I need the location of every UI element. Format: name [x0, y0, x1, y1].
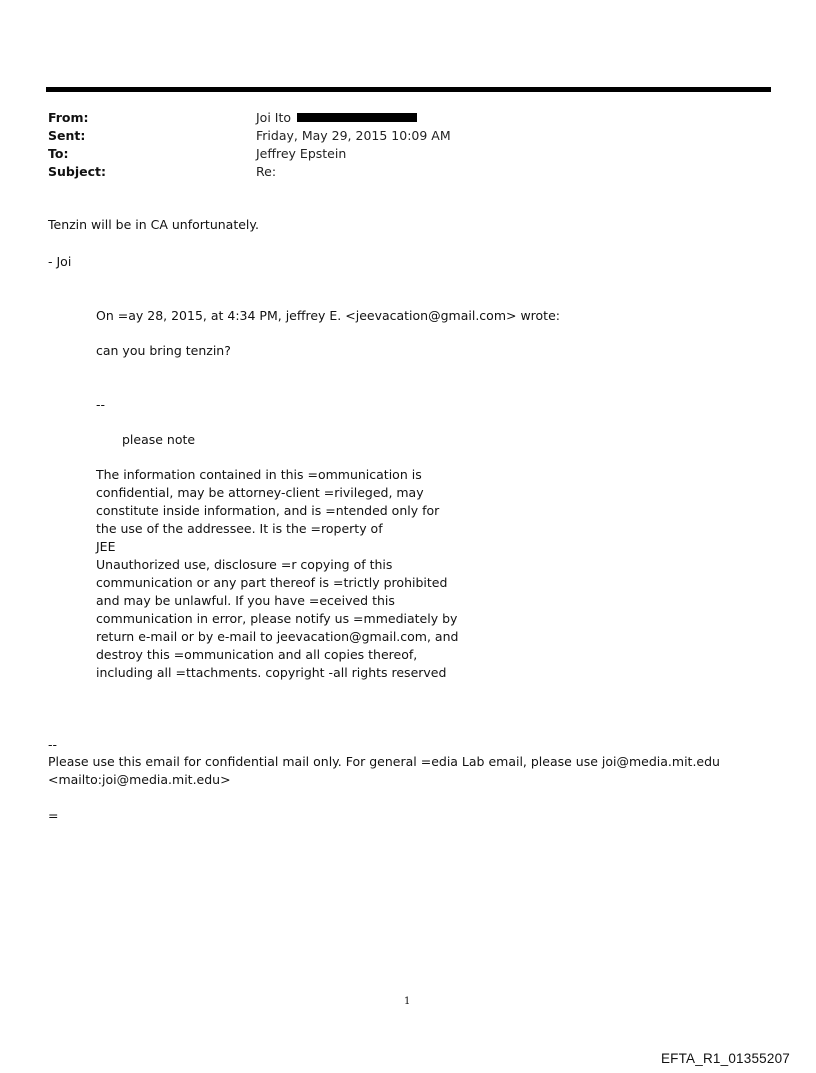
please-note: please note: [122, 432, 196, 447]
trailing-char: =: [48, 808, 59, 823]
signoff: - Joi: [48, 254, 72, 269]
from-label: From:: [48, 110, 89, 125]
disclaimer-line: constitute inside information, and is =ntended only for: [96, 503, 440, 518]
disclaimer-line: JEE: [96, 539, 116, 554]
bates-number: EFTA_R1_01355207: [660, 1051, 790, 1066]
subject-label: Subject:: [48, 164, 106, 179]
disclaimer-line: Unauthorized use, disclosure =r copying of this: [96, 557, 393, 572]
disclaimer-line: communication in error, please notify us =mmediately by: [96, 611, 458, 626]
quoted-message: can you bring tenzin?: [96, 343, 231, 358]
signature-separator: --: [48, 737, 58, 752]
disclaimer-line: return e-mail or by e-mail to jeevacation@gmail.com, and: [96, 629, 459, 644]
header-rule: [46, 87, 771, 92]
quoted-separator: --: [96, 397, 106, 412]
signature-line: Please use this email for confidential mail only. For general =edia Lab email, please use joi@media.mit.edu: [48, 754, 720, 769]
redaction-bar: [297, 113, 417, 122]
disclaimer-line: the use of the addressee. It is the =roperty of: [96, 521, 383, 536]
page-number: 1: [404, 996, 411, 1007]
disclaimer-line: and may be unlawful. If you have =eceived this: [96, 593, 395, 608]
signature-mailto: <mailto:joi@media.mit.edu>: [48, 772, 231, 787]
disclaimer-line: destroy this =ommunication and all copies thereof,: [96, 647, 418, 662]
quoted-intro: On =ay 28, 2015, at 4:34 PM, jeffrey E. <jeevacation@gmail.com> wrote:: [96, 308, 560, 323]
body-line: Tenzin will be in CA unfortunately.: [48, 217, 259, 232]
disclaimer-block: [96, 466, 458, 682]
to-value: Jeffrey Epstein: [256, 146, 347, 161]
disclaimer-line: The information contained in this =ommunication is: [96, 467, 422, 482]
to-label: To:: [48, 146, 69, 161]
disclaimer-line: communication or any part thereof is =trictly prohibited: [96, 575, 448, 590]
disclaimer-line: confidential, may be attorney-client =rivileged, may: [96, 485, 424, 500]
from-value: [256, 109, 417, 127]
subject-value: Re:: [256, 164, 277, 179]
from-name: Joi Ito: [256, 110, 292, 125]
disclaimer-line: including all =ttachments. copyright -all rights reserved: [96, 665, 447, 680]
sent-value: Friday, May 29, 2015 10:09 AM: [256, 128, 451, 143]
sent-label: Sent:: [48, 128, 86, 143]
